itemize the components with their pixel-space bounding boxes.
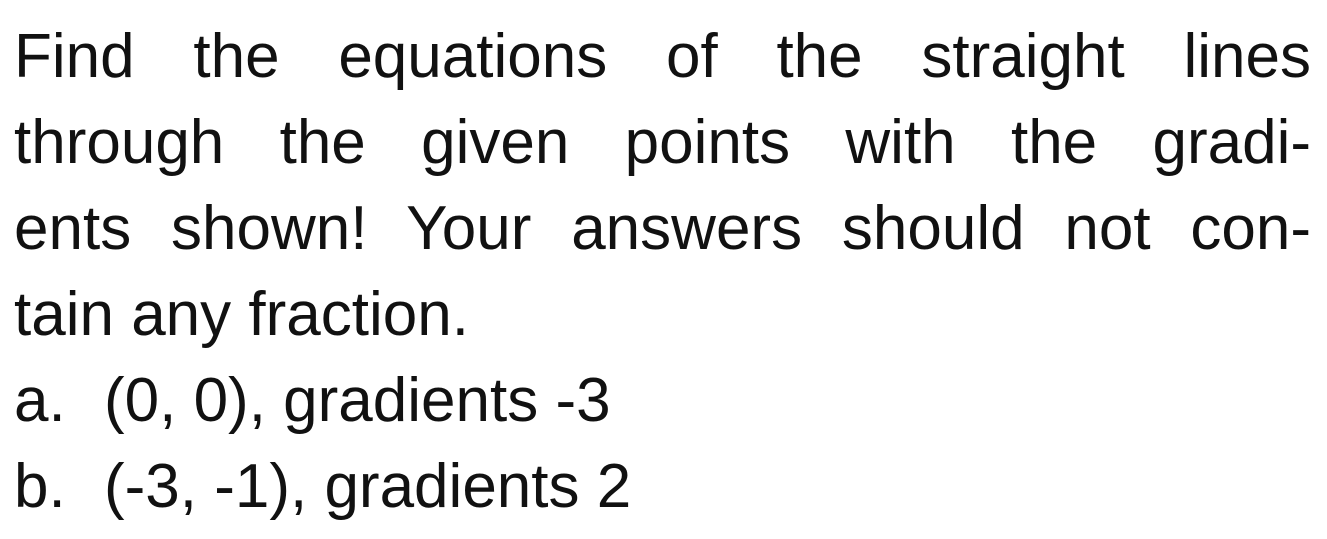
- problem-line-3: ents shown! Your answers should not con-: [14, 194, 1311, 263]
- problem-line-4: tain any fraction.: [14, 280, 469, 349]
- sub-question-a: [14, 358, 1311, 444]
- problem-line-1: Find the equations of the straight lines: [14, 22, 1311, 91]
- sub-question-label: b.: [14, 452, 66, 521]
- sub-question-list: [14, 358, 1311, 530]
- sub-question-text: (0, 0), gradients -3: [104, 366, 611, 435]
- problem-statement: [14, 14, 1311, 358]
- sub-question-label: a.: [14, 366, 66, 435]
- sub-question-b: [14, 444, 1311, 530]
- problem-line-2: through the given points with the gradi-: [14, 108, 1311, 177]
- sub-question-text: (-3, -1), gradients 2: [104, 452, 632, 521]
